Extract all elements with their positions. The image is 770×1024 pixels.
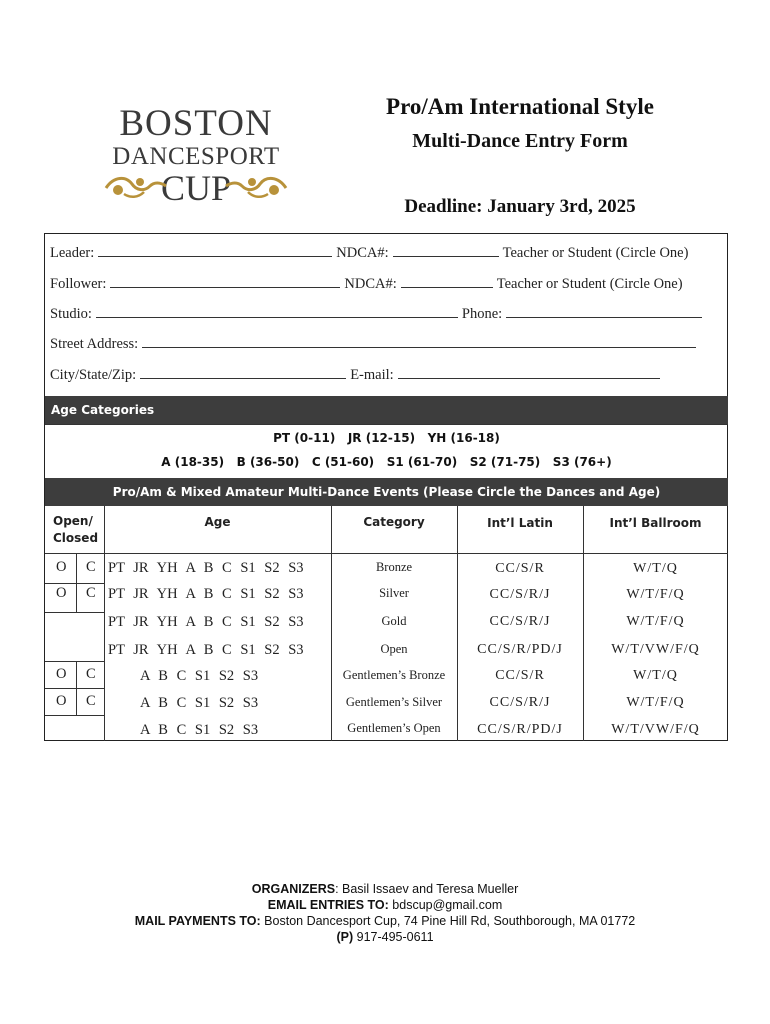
age-categories-line-1: PT (0-11) JR (12-15) YH (16-18)	[273, 431, 500, 445]
row-category: Bronze	[375, 560, 413, 574]
logo-line-dancesport: DANCESPORT	[112, 143, 280, 170]
gold-flourish-right-icon	[224, 174, 288, 200]
row-ballroom[interactable]: W/T/Q	[633, 668, 678, 683]
row-category: Gold	[381, 614, 407, 628]
follower-label: Follower:	[50, 276, 107, 292]
row-open[interactable]: O	[56, 559, 67, 575]
email-entries-label: EMAIL ENTRIES TO:	[267, 898, 389, 912]
row-latin[interactable]: CC/S/R	[495, 561, 545, 576]
email-entries-line	[0, 898, 770, 912]
phone-line	[0, 930, 770, 944]
row-latin[interactable]: CC/S/R/PD/J	[477, 642, 563, 657]
row-category: Gentlemen’s Bronze	[342, 668, 446, 682]
row-open[interactable]: O	[56, 666, 67, 682]
row-ballroom[interactable]: W/T/VW/F/Q	[611, 642, 700, 657]
street-input-line[interactable]	[142, 334, 696, 348]
row-closed[interactable]: C	[86, 585, 96, 601]
row-ages[interactable]: A B C S1 S2 S3	[140, 668, 259, 684]
row-ballroom[interactable]: W/T/Q	[633, 561, 678, 576]
street-row	[50, 334, 700, 353]
row-category: Gentlemen’s Open	[347, 721, 441, 735]
col-intl-ballroom: Int’l Ballroom	[609, 516, 702, 530]
row-latin[interactable]: CC/S/R/PD/J	[477, 722, 563, 737]
mail-payments-value: Boston Dancesport Cup, 74 Pine Hill Rd, Southborough, MA 01772	[260, 914, 636, 928]
logo-line-cup-row	[100, 170, 292, 206]
row-ages[interactable]: PT JR YH A B C S1 S2 S3	[108, 614, 304, 630]
grid-col-line-1	[104, 506, 105, 741]
row-category: Open	[380, 642, 408, 656]
phone-label: Phone:	[461, 306, 503, 322]
leader-label: Leader:	[50, 245, 95, 261]
row-latin[interactable]: CC/S/R/J	[489, 614, 551, 629]
age-categories-header: Age Categories	[45, 396, 728, 424]
organizers-label: ORGANIZERS	[251, 882, 336, 896]
oc-row-line-e	[45, 715, 104, 716]
follower-ndca-input-line[interactable]	[401, 274, 493, 288]
age-divider-line	[45, 424, 728, 425]
row-latin[interactable]: CC/S/R/J	[489, 695, 551, 710]
row-ballroom[interactable]: W/T/F/Q	[626, 587, 685, 602]
email-entries-value[interactable]: bdscup@gmail.com	[388, 898, 503, 912]
row-ballroom[interactable]: W/T/F/Q	[626, 695, 685, 710]
phone-value: 917-495-0611	[353, 930, 434, 944]
gold-flourish-left-icon	[104, 174, 168, 200]
email-label: E-mail:	[350, 367, 394, 383]
row-latin[interactable]: CC/S/R/J	[489, 587, 551, 602]
leader-role-label: Teacher or Student (Circle One)	[502, 245, 689, 261]
studio-row	[50, 304, 706, 323]
follower-input-line[interactable]	[110, 274, 340, 288]
row-ages[interactable]: A B C S1 S2 S3	[140, 722, 259, 738]
oc-row-line-d	[45, 688, 104, 689]
leader-input-line[interactable]	[98, 243, 332, 257]
form-subtitle: Multi-Dance Entry Form	[412, 130, 628, 152]
row-closed[interactable]: C	[86, 559, 96, 575]
col-category: Category	[363, 515, 425, 529]
city-input-line[interactable]	[140, 365, 346, 379]
col-intl-latin: Int’l Latin	[487, 516, 553, 530]
follower-role-label: Teacher or Student (Circle One)	[496, 276, 683, 292]
row-open[interactable]: O	[56, 693, 67, 709]
form-title: Pro/Am International Style	[386, 94, 654, 119]
row-ages[interactable]: A B C S1 S2 S3	[140, 695, 259, 711]
city-row	[50, 365, 664, 384]
age-categories-line-2: A (18-35) B (36-50) C (51-60) S1 (61-70) S2 (71-75) S3 (76+)	[161, 455, 612, 469]
phone-label: (P)	[336, 930, 354, 944]
grid-header-line	[45, 553, 728, 554]
row-category: Gentlemen’s Silver	[345, 695, 443, 709]
organizers-line	[0, 882, 770, 896]
email-input-line[interactable]	[398, 365, 660, 379]
oc-row-line-a	[45, 583, 104, 584]
row-ages[interactable]: PT JR YH A B C S1 S2 S3	[108, 642, 304, 658]
row-open[interactable]: O	[56, 585, 67, 601]
mail-payments-line	[0, 914, 770, 928]
deadline-text: Deadline: January 3rd, 2025	[404, 196, 636, 217]
leader-ndca-label: NDCA#:	[336, 245, 389, 261]
row-ages[interactable]: PT JR YH A B C S1 S2 S3	[108, 586, 304, 602]
row-ages[interactable]: PT JR YH A B C S1 S2 S3	[108, 560, 304, 576]
organizers-value: : Basil Issaev and Teresa Mueller	[335, 882, 519, 896]
leader-row	[50, 243, 688, 262]
city-label: City/State/Zip:	[50, 367, 137, 383]
row-ballroom[interactable]: W/T/F/Q	[626, 614, 685, 629]
mail-payments-label: MAIL PAYMENTS TO:	[134, 914, 261, 928]
events-header: Pro/Am & Mixed Amateur Multi-Dance Events (Please Circle the Dances and Age)	[45, 478, 728, 506]
phone-input-line[interactable]	[506, 304, 702, 318]
col-open-closed-2: Closed	[53, 531, 99, 545]
row-closed[interactable]: C	[86, 666, 96, 682]
leader-ndca-input-line[interactable]	[393, 243, 499, 257]
follower-row	[50, 274, 683, 293]
row-closed[interactable]: C	[86, 693, 96, 709]
studio-label: Studio:	[50, 306, 92, 322]
row-category: Silver	[379, 586, 409, 600]
logo-line-cup: CUP	[160, 168, 232, 208]
oc-row-line-b	[45, 612, 104, 613]
boston-dancesport-cup-logo	[100, 103, 292, 208]
follower-ndca-label: NDCA#:	[344, 276, 397, 292]
row-ballroom[interactable]: W/T/VW/F/Q	[611, 722, 700, 737]
logo-line-boston: BOSTON	[119, 103, 273, 144]
col-open-closed-1: Open/	[53, 514, 93, 528]
oc-row-line-c	[45, 661, 104, 662]
street-label: Street Address:	[50, 336, 139, 352]
col-age: Age	[204, 515, 231, 529]
row-latin[interactable]: CC/S/R	[495, 668, 545, 683]
studio-input-line[interactable]	[96, 304, 458, 318]
